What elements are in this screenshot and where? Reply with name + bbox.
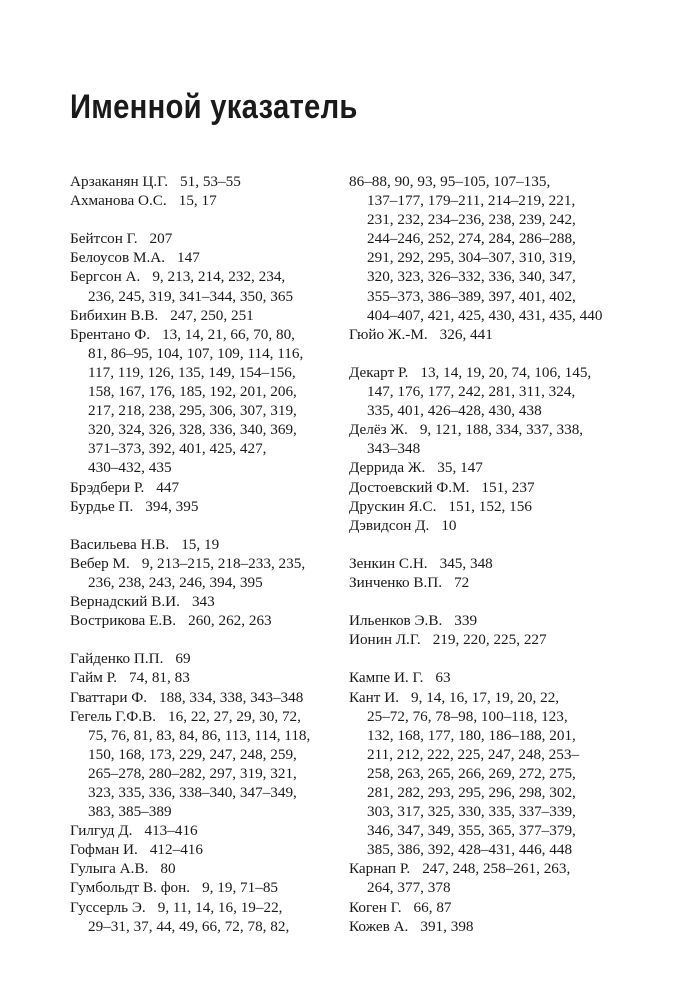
index-entry-name: Зинченко В.П. [349, 573, 443, 591]
index-entry-pages: 335, 401, 426–428, 430, 438 [367, 402, 542, 420]
index-entry-pages: 13, 14, 19, 20, 74, 106, 145, [420, 363, 592, 381]
index-entry-name: Арзаканян Ц.Г. [70, 173, 169, 190]
index-entry-pages: 188, 334, 338, 343–348 [159, 688, 304, 706]
index-entry [70, 267, 342, 305]
index-entry-pages: 264, 377, 378 [367, 879, 451, 897]
index-entry [349, 516, 624, 535]
index-entry-pages: 236, 238, 243, 246, 394, 395 [88, 573, 263, 591]
letter-group-gap [349, 535, 624, 554]
index-entry-name: Гилгуд Д. [70, 822, 133, 840]
index-entry-pages: 320, 323, 326–332, 336, 340, 347, [367, 268, 576, 286]
index-entry-pages: 15, 19 [181, 535, 220, 553]
index-entry-name: Делёз Ж. [349, 421, 408, 439]
index-entry-pages: 63 [435, 669, 451, 687]
index-entry-pages: 15, 17 [178, 192, 217, 210]
index-entry [70, 478, 342, 497]
index-entry-pages: 413–416 [144, 822, 198, 840]
index-entry [70, 229, 342, 248]
index-entry-name: Деррида Ж. [349, 459, 426, 477]
index-entry-name: Гофман И. [70, 841, 138, 859]
index-entry-pages: 339 [454, 612, 478, 630]
letter-group-gap [349, 344, 624, 363]
index-entry [70, 688, 342, 707]
index-entry-pages: 75, 76, 81, 83, 84, 86, 113, 114, 118, [88, 726, 311, 744]
index-entry-pages: 291, 292, 295, 304–307, 310, 319, [367, 249, 576, 267]
index-entry [70, 878, 342, 897]
index-entry-pages: 9, 213–215, 218–233, 235, [141, 554, 306, 572]
index-entry-pages: 345, 348 [439, 554, 493, 572]
index-entry-pages: 9, 121, 188, 334, 337, 338, [419, 421, 584, 439]
index-entry-name: Друскин Я.С. [349, 497, 437, 515]
index-column-left [70, 172, 342, 936]
index-entry-pages: 371–373, 392, 401, 425, 427, [88, 440, 267, 458]
index-entry-name: Ионин Л.Г. [349, 631, 421, 649]
index-entry-name: Гумбольдт В. фон. [70, 879, 191, 897]
index-entry-pages: 9, 14, 16, 17, 19, 20, 22, [411, 688, 560, 706]
letter-group-gap [349, 592, 624, 611]
index-entry-pages: 86–88, 90, 93, 95–105, 107–135, [349, 173, 551, 190]
index-entry-name: Ильенков Э.В. [349, 612, 443, 630]
index-entry-pages: 394, 395 [145, 497, 199, 515]
index-entry-name: Брэдбери Р. [70, 478, 145, 496]
index-entry [70, 172, 342, 191]
index-entry [349, 172, 624, 325]
index-entry-name: Гуссерль Э. [70, 898, 146, 916]
index-entry [70, 840, 342, 859]
index-entry [349, 573, 624, 592]
index-entry-pages: 132, 168, 177, 180, 186–188, 201, [367, 726, 576, 744]
index-entry-pages: 25–72, 76, 78–98, 100–118, 123, [367, 707, 568, 725]
index-entry [349, 478, 624, 497]
index-entry-name: Васильева Н.В. [70, 535, 170, 553]
index-entry-pages: 258, 263, 265, 266, 269, 272, 275, [367, 764, 576, 782]
index-entry [70, 859, 342, 878]
index-entry-pages: 29–31, 37, 44, 49, 66, 72, 78, 82, [88, 917, 290, 935]
index-entry-name: Гайм Р. [70, 669, 118, 687]
index-entry-pages: 72 [454, 573, 470, 591]
index-entry [70, 821, 342, 840]
index-entry-pages: 207 [149, 230, 173, 248]
index-entry-pages: 430–432, 435 [88, 459, 172, 477]
index-entry-name: Кожев А. [349, 917, 409, 935]
letter-group-gap [70, 630, 342, 649]
index-entry-pages: 260, 262, 263 [188, 612, 272, 630]
index-entry-pages: 80 [160, 860, 176, 878]
index-entry-pages: 137–177, 179–211, 214–219, 221, [367, 192, 576, 210]
index-entry-pages: 9, 11, 14, 16, 19–22, [157, 898, 283, 916]
index-entry-pages: 343–348 [367, 440, 421, 458]
index-entry [70, 535, 342, 554]
index-column-right [349, 172, 624, 936]
index-entry [349, 917, 624, 936]
index-entry [70, 191, 342, 210]
index-entry [70, 497, 342, 516]
index-entry [349, 458, 624, 477]
index-entry-name: Бейтсон Г. [70, 230, 138, 248]
index-entry-pages: 16, 22, 27, 29, 30, 72, [168, 707, 301, 725]
index-entry-pages: 320, 324, 326, 328, 336, 340, 369, [88, 421, 297, 439]
index-entry [349, 554, 624, 573]
index-entry-name: Кант И. [349, 688, 399, 706]
index-entry-name: Бибихин В.В. [70, 306, 159, 324]
index-entry-pages: 81, 86–95, 104, 107, 109, 114, 116, [88, 344, 304, 362]
index-entry-pages: 151, 237 [481, 478, 535, 496]
index-entry [349, 630, 624, 649]
index-entry [349, 898, 624, 917]
index-entry-pages: 117, 119, 126, 135, 149, 154–156, [88, 363, 296, 381]
index-entry-name: Гегель Г.Ф.В. [70, 707, 157, 725]
index-entry [70, 554, 342, 592]
index-entry [349, 497, 624, 516]
index-entry [70, 898, 342, 936]
index-entry-name: Бурдье П. [70, 497, 134, 515]
index-entry-name: Белоусов М.А. [70, 249, 166, 267]
index-entry-name: Зенкин С.Н. [349, 554, 428, 572]
index-entry [349, 668, 624, 687]
index-entry-name: Вернадский В.И. [70, 593, 180, 611]
index-entry [349, 859, 624, 897]
index-entry-pages: 158, 167, 176, 185, 192, 201, 206, [88, 383, 297, 401]
index-entry-name: Гюйо Ж.-М. [349, 325, 428, 343]
index-entry-name: Декарт Р. [349, 363, 409, 381]
index-entry-name: Достоевский Ф.М. [349, 478, 470, 496]
index-entry-pages: 412–416 [149, 841, 203, 859]
index-entry-pages: 211, 212, 222, 225, 247, 248, 253– [367, 745, 580, 763]
index-entry-pages: 265–278, 280–282, 297, 319, 321, [88, 764, 297, 782]
index-entry-pages: 51, 53–55 [180, 173, 241, 190]
index-entry [70, 611, 342, 630]
index-entry-name: Дэвидсон Д. [349, 516, 430, 534]
index-entry [70, 306, 342, 325]
index-entry-pages: 151, 152, 156 [448, 497, 532, 515]
index-entry-pages: 150, 168, 173, 229, 247, 248, 259, [88, 745, 297, 763]
index-entry-pages: 383, 385–389 [88, 803, 172, 821]
letter-group-gap [70, 210, 342, 229]
page-title: Именной указатель [70, 88, 358, 126]
letter-group-gap [70, 516, 342, 535]
index-entry [70, 325, 342, 478]
index-entry-name: Вострикова Е.В. [70, 612, 177, 630]
index-entry-pages: 355–373, 386–389, 397, 401, 402, [367, 287, 576, 305]
index-entry-pages: 244–246, 252, 274, 284, 286–288, [367, 230, 576, 248]
index-entry-pages: 326, 441 [439, 325, 493, 343]
index-entry [349, 688, 624, 860]
index-entry-pages: 66, 87 [413, 898, 452, 916]
index-entry-pages: 35, 147 [437, 459, 483, 477]
index-entry [70, 668, 342, 687]
index-entry-pages: 147, 176, 177, 242, 281, 311, 324, [367, 383, 576, 401]
index-entry-pages: 447 [156, 478, 180, 496]
index-entry [70, 649, 342, 668]
index-entry-name: Карнап Р. [349, 860, 411, 878]
index-entry-name: Кампе И. Г. [349, 669, 424, 687]
index-entry-pages: 9, 19, 71–85 [202, 879, 279, 897]
index-entry-pages: 13, 14, 21, 66, 70, 80, [162, 325, 295, 343]
index-entry-pages: 343 [191, 593, 215, 611]
index-entry-pages: 9, 213, 214, 232, 234, [152, 268, 286, 286]
index-entry-name: Бергсон А. [70, 268, 141, 286]
index-entry-pages: 323, 335, 336, 338–340, 347–349, [88, 784, 297, 801]
index-entry-name: Гваттари Ф. [70, 688, 148, 706]
index-entry [349, 363, 624, 420]
index-entry [349, 611, 624, 630]
index-entry-pages: 217, 218, 238, 295, 306, 307, 319, [88, 402, 297, 420]
index-entry-name: Брентано Ф. [70, 325, 151, 343]
index-entry-pages: 69 [175, 650, 191, 668]
index-entry-name: Гайденко П.П. [70, 650, 164, 668]
index-entry-pages: 404–407, 421, 425, 430, 431, 435, 440 [367, 306, 603, 324]
index-entry-pages: 231, 232, 234–236, 238, 239, 242, [367, 211, 576, 229]
index-entry-pages: 219, 220, 225, 227 [432, 631, 547, 649]
index-entry [70, 707, 342, 822]
index-entry-pages: 303, 317, 325, 330, 335, 337–339, [367, 803, 576, 821]
index-entry-pages: 391, 398 [420, 917, 474, 935]
index-entry [70, 248, 342, 267]
index-entry-pages: 10 [441, 516, 457, 534]
index-entry-pages: 74, 81, 83 [129, 669, 190, 687]
index-entry [70, 592, 342, 611]
index-entry-name: Вебер М. [70, 554, 130, 572]
index-entry-name: Гулыга А.В. [70, 860, 149, 878]
index-entry-pages: 247, 250, 251 [170, 306, 254, 324]
index-entry-pages: 346, 347, 349, 355, 365, 377–379, [367, 822, 576, 840]
index-entry-pages: 147 [177, 249, 200, 267]
index-entry-pages: 385, 386, 392, 428–431, 446, 448 [367, 841, 573, 859]
index-entry-pages: 247, 248, 258–261, 263, [422, 860, 571, 878]
index-entry-name: Коген Г. [349, 898, 402, 916]
index-entry-name: Ахманова О.С. [70, 192, 167, 210]
index-entry [349, 325, 624, 344]
index-entry-pages: 236, 245, 319, 341–344, 350, 365 [88, 287, 294, 305]
letter-group-gap [349, 649, 624, 668]
index-entry [349, 420, 624, 458]
index-entry-pages: 281, 282, 293, 295, 296, 298, 302, [367, 784, 576, 801]
